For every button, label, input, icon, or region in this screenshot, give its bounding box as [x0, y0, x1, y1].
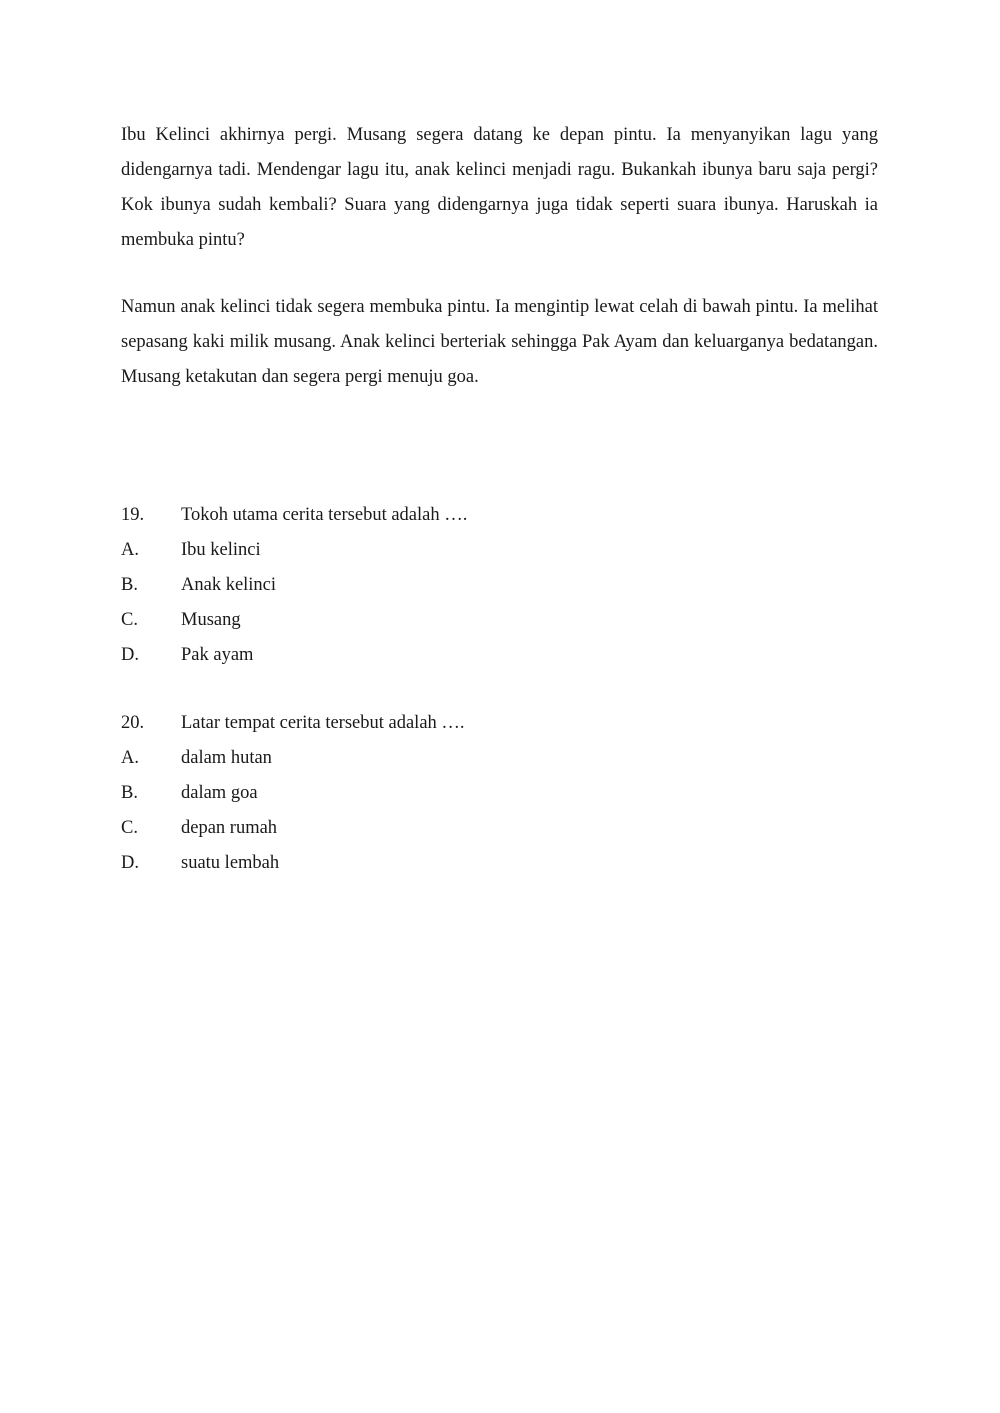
question-number: 20.	[121, 713, 145, 733]
option-text: depan rumah	[181, 818, 278, 838]
option-letter: A.	[121, 748, 139, 768]
option-letter: C.	[121, 610, 138, 630]
answer-option-c	[121, 603, 878, 638]
answer-option-a	[121, 741, 878, 776]
story-passage	[121, 118, 878, 395]
question-20	[121, 706, 878, 881]
option-text: suatu lembah	[181, 853, 280, 873]
option-text: dalam goa	[181, 783, 258, 803]
answer-option-b	[121, 568, 878, 603]
option-letter: B.	[121, 783, 138, 803]
question-number: 19.	[121, 505, 145, 525]
option-letter: D.	[121, 645, 139, 665]
option-letter: D.	[121, 853, 139, 873]
option-text: Anak kelinci	[181, 575, 277, 595]
option-letter: C.	[121, 818, 138, 838]
answer-option-d	[121, 846, 878, 881]
question-19	[121, 498, 878, 673]
option-text: Ibu kelinci	[181, 540, 261, 560]
option-text: Pak ayam	[181, 645, 254, 665]
question-text: Tokoh utama cerita tersebut adalah ….	[181, 505, 468, 525]
option-letter: A.	[121, 540, 139, 560]
question-text: Latar tempat cerita tersebut adalah ….	[181, 713, 465, 733]
question-stem	[121, 706, 878, 741]
passage-paragraph-2: Namun anak kelinci tidak segera membuka pintu. Ia mengintip lewat celah di bawah pintu. Ia melihat sepasang kaki milik musang. Anak kelinci berteriak sehingga Pak Ayam dan keluarganya bedatangan. Musang ketakutan dan segera pergi menuju goa.	[121, 297, 878, 387]
question-stem	[121, 498, 878, 533]
passage-paragraph-1: Ibu Kelinci akhirnya pergi. Musang segera datang ke depan pintu. Ia menyanyikan lagu yang didengarnya tadi. Mendengar lagu itu, anak kelinci menjadi ragu. Bukankah ibunya baru saja pergi? Kok ibunya sudah kembali? Suara yang didengarnya juga tidak seperti suara ibunya. Haruskah ia membuka pintu?	[121, 125, 878, 250]
answer-option-d	[121, 638, 878, 673]
option-text: Musang	[181, 610, 241, 630]
answer-option-b	[121, 776, 878, 811]
answer-option-c	[121, 811, 878, 846]
option-letter: B.	[121, 575, 138, 595]
option-text: dalam hutan	[181, 748, 272, 768]
answer-option-a	[121, 533, 878, 568]
